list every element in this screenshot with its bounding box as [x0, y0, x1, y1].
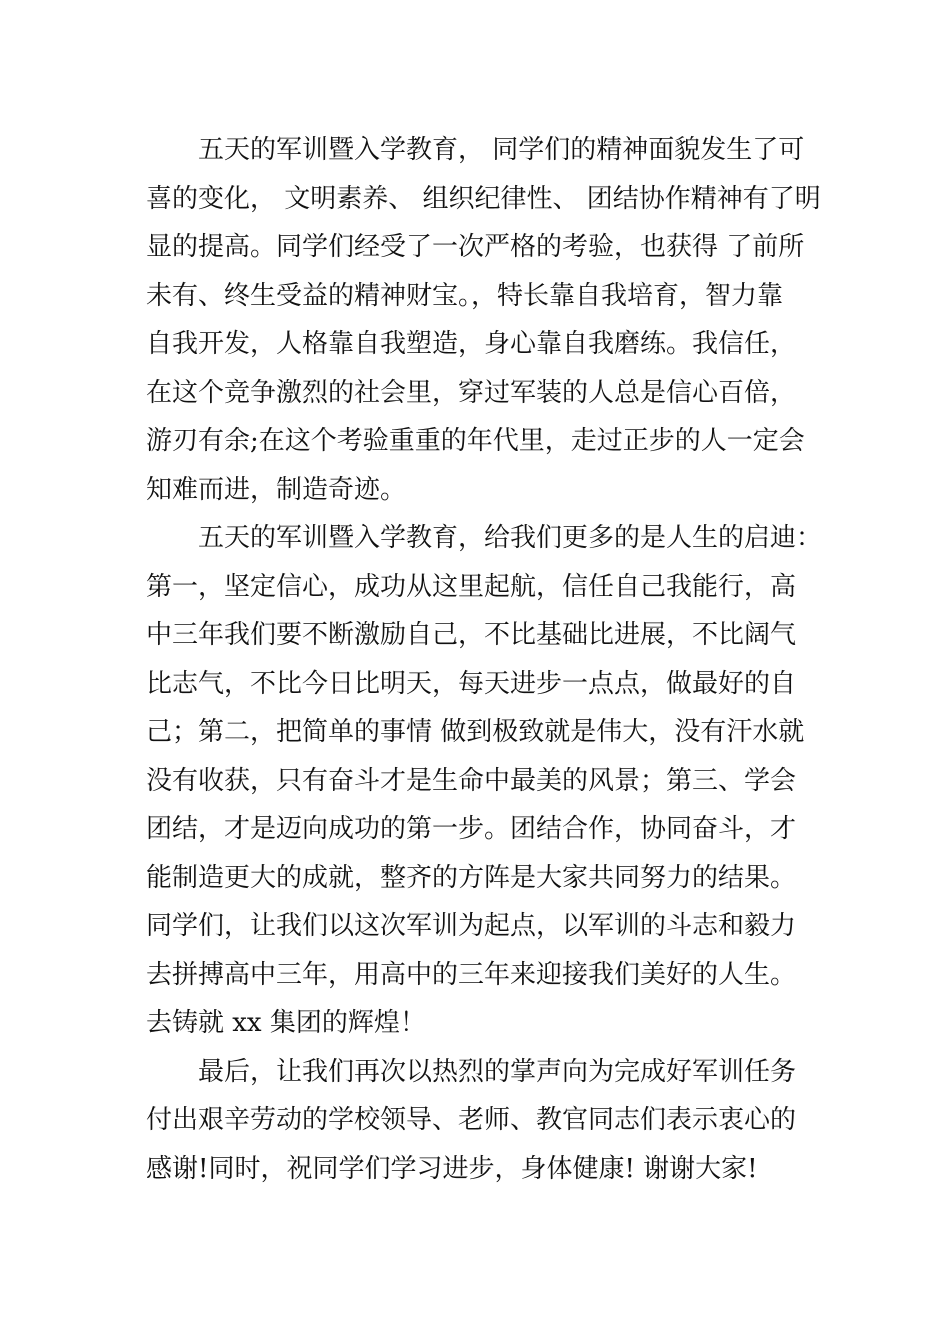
text-line: 没有收获，只有奋斗才是生命中最美的风景；第三、学会 — [146, 765, 797, 796]
paragraph-3 — [146, 1048, 806, 1194]
text-line: 最后，让我们再次以热烈的掌声向为完成好军训任务 — [198, 1056, 797, 1087]
text-line: 感谢!同时，祝同学们学习进步，身体健康! 谢谢大家! — [146, 1153, 758, 1184]
text-line: 同学们，让我们以这次军训为起点，以军训的斗志和毅力 — [146, 911, 797, 941]
document-body — [146, 126, 823, 1193]
text-line: 付出艰辛劳动的学校领导、老师、教官同志们表示衷心的 — [146, 1105, 797, 1135]
paragraph-1 — [146, 126, 821, 514]
text-line: 游刃有余;在这个考验重重的年代里，走过正步的人一定会 — [146, 426, 805, 456]
text-line: 团结，才是迈向成功的第一步。团结合作，协同奋斗，才 — [146, 814, 797, 844]
text-line: 知难而进，制造奇迹。 — [146, 474, 407, 505]
text-line: 己；第二，把简单的事情 做到极致就是伟大，没有汗水就 — [146, 717, 805, 747]
text-line: 去拼搏高中三年，用高中的三年来迎接我们美好的人生。 — [146, 959, 797, 990]
text-line: 比志气，不比今日比明天，每天进步一点点，做最好的自 — [146, 668, 797, 699]
text-line: 显的提高。同学们经受了一次严格的考验，也获得 了前所 — [146, 232, 805, 262]
text-line: 在这个竞争激烈的社会里，穿过军装的人总是信心百倍， — [146, 377, 797, 408]
text-line: 未有、终生受益的精神财宝。，特长靠自我培育，智力靠 — [146, 280, 784, 311]
text-line: 去铸就 xx 集团的辉煌！ — [146, 1008, 426, 1038]
text-line: 五天的军训暨入学教育， 同学们的精神面貌发生了可 — [198, 135, 805, 165]
text-line: 能制造更大的成就，整齐的方阵是大家共同努力的结果。 — [146, 862, 797, 893]
paragraph-2 — [146, 514, 823, 1048]
text-line: 自我开发，人格靠自我塑造，身心靠自我磨练。我信任， — [146, 329, 797, 359]
text-line: 喜的变化， 文明素养、 组织纪律性、 团结协作精神有了明 — [146, 183, 821, 214]
text-line: 中三年我们要不断激励自己，不比基础比进展，不比阔气 — [146, 620, 797, 650]
text-line: 五天的军训暨入学教育，给我们更多的是人生的启迪： — [198, 523, 823, 553]
text-line: 第一，坚定信心，成功从这里起航，信任自己我能行，高 — [146, 571, 797, 602]
